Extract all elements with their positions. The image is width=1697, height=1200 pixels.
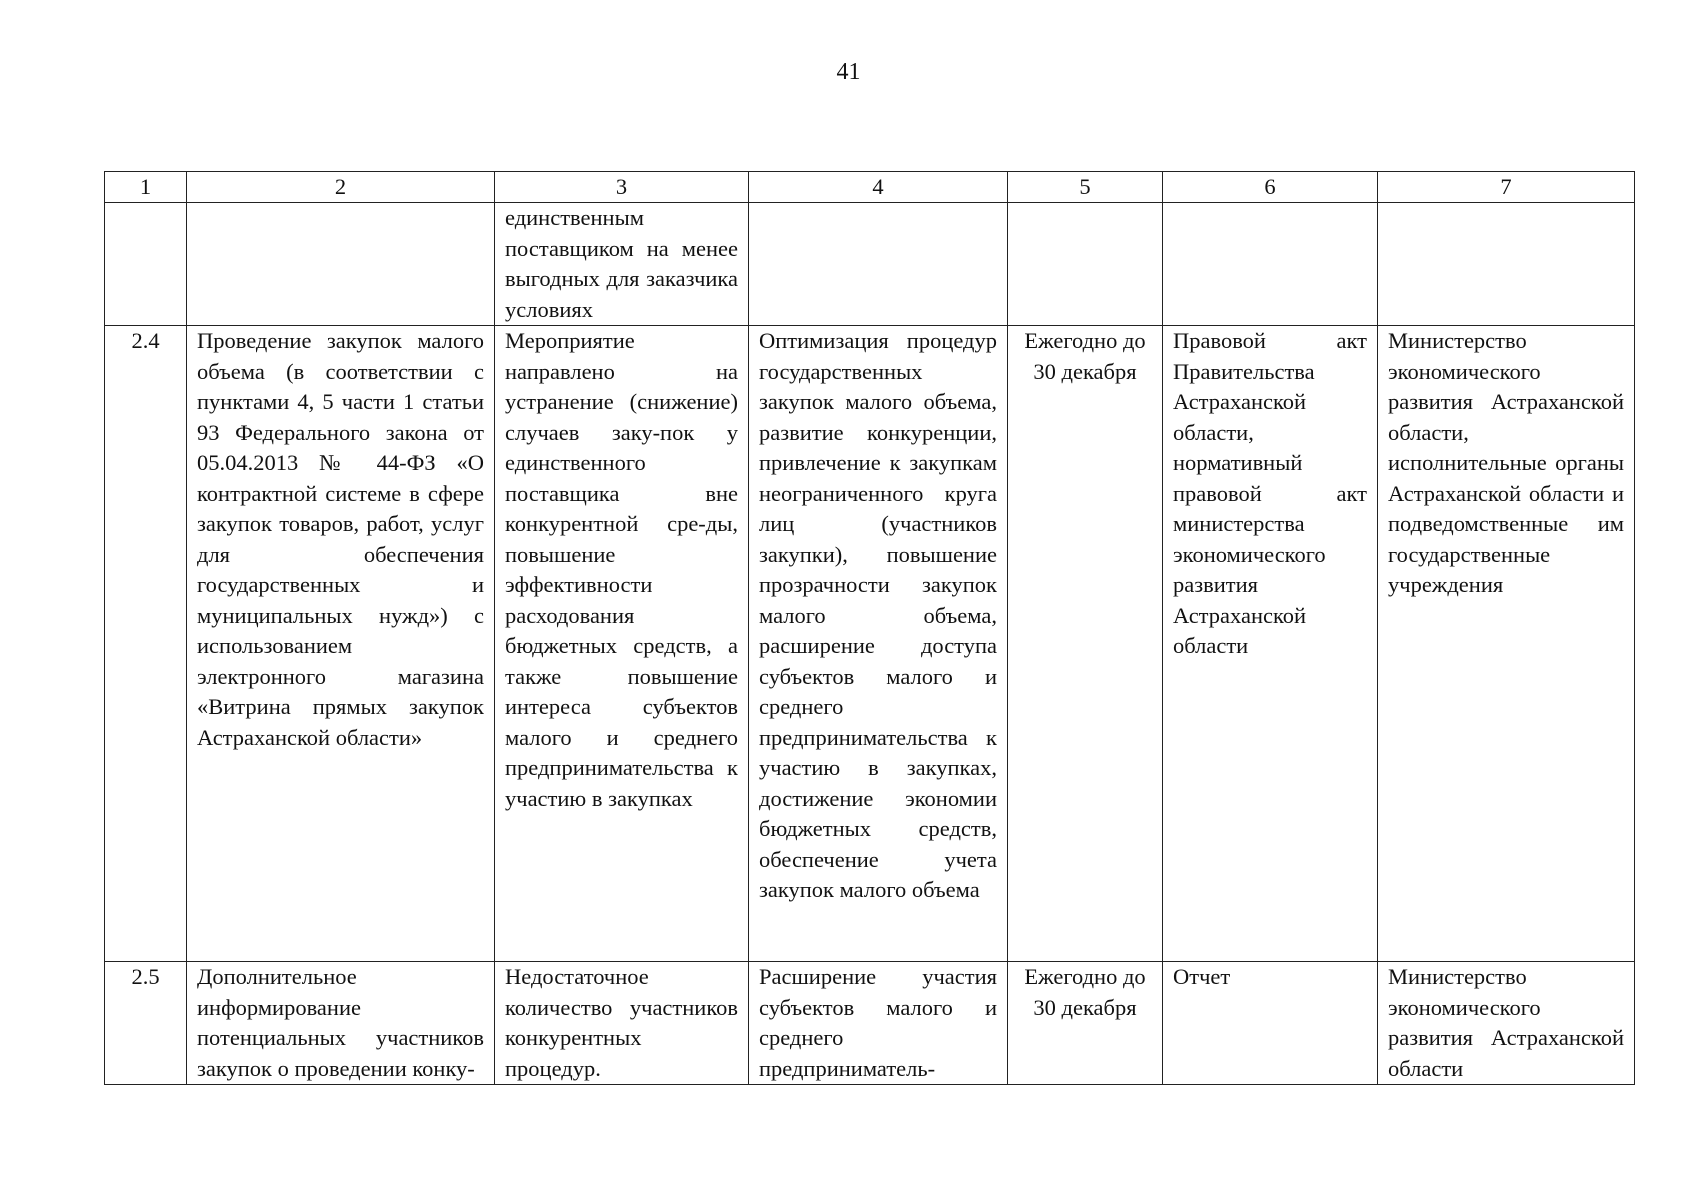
document-type-cell: Отчет — [1163, 962, 1378, 1085]
result-cell: Оптимизация процедур государственных закупок малого объема, развитие конкуренции, привлечение к закупкам неограниченного круга лиц (участников закупки), повышение прозрачности закупок малого объема, расширение доступа субъектов малого и среднего предпринимательства к участию в закупках, достижение экономии бюджетных средств, обеспечение учета закупок малого объема — [749, 326, 1008, 962]
table-row — [105, 962, 1635, 1085]
header-cell: 3 — [495, 172, 749, 203]
row-number-cell: 2.5 — [105, 962, 187, 1085]
header-cell: 2 — [187, 172, 495, 203]
result-cell: Расширение участия субъектов малого и среднего предприниматель- — [749, 962, 1008, 1085]
header-cell: 5 — [1008, 172, 1163, 203]
row-number-cell: 2.4 — [105, 326, 187, 962]
problem-cell: Мероприятие направлено на устранение (снижение) случаев заку-пок у единственного поставщика вне конкурентной сре-ды, повышение эффективности расходования бюджетных средств, а также повышение интереса субъектов малого и среднего предпринимательства к участию в закупках — [495, 326, 749, 962]
header-cell: 7 — [1378, 172, 1635, 203]
responsible-cell: Министерство экономического развития Астраханской области, исполнительные органы Астраханской области и подведомственные им государственные учреждения — [1378, 326, 1635, 962]
measure-cell — [187, 203, 495, 326]
header-cell: 1 — [105, 172, 187, 203]
responsible-cell — [1378, 203, 1635, 326]
header-cell: 6 — [1163, 172, 1378, 203]
deadline-cell: Ежегодно до 30 декабря — [1008, 326, 1163, 962]
header-cell: 4 — [749, 172, 1008, 203]
measure-cell: Проведение закупок малого объема (в соответствии с пунктами 4, 5 части 1 статьи 93 Федерального закона от 05.04.2013 № 44-ФЗ «О контрактной системе в сфере закупок товаров, работ, услуг для обеспечения государственных и муниципальных нужд») с использованием электронного магазина «Витрина прямых закупок Астраханской области» — [187, 326, 495, 962]
document-type-cell: Правовой акт Правительства Астраханской области, нормативный правовой акт министерства экономического развития Астраханской области — [1163, 326, 1378, 962]
deadline-cell — [1008, 203, 1163, 326]
problem-cell: единственным поставщиком на менее выгодных для заказчика условиях — [495, 203, 749, 326]
measures-table — [104, 171, 1635, 1085]
measure-cell: Дополнительное информирование потенциальных участников закупок о проведении конку- — [187, 962, 495, 1085]
table-row — [105, 326, 1635, 962]
problem-cell: Недостаточное количество участников конкурентных процедур. — [495, 962, 749, 1085]
row-number-cell — [105, 203, 187, 326]
deadline-cell: Ежегодно до 30 декабря — [1008, 962, 1163, 1085]
page-number: 41 — [836, 59, 861, 85]
header-row — [105, 172, 1635, 203]
document-type-cell — [1163, 203, 1378, 326]
table-row — [105, 203, 1635, 326]
result-cell — [749, 203, 1008, 326]
responsible-cell: Министерство экономического развития Астраханской области — [1378, 962, 1635, 1085]
